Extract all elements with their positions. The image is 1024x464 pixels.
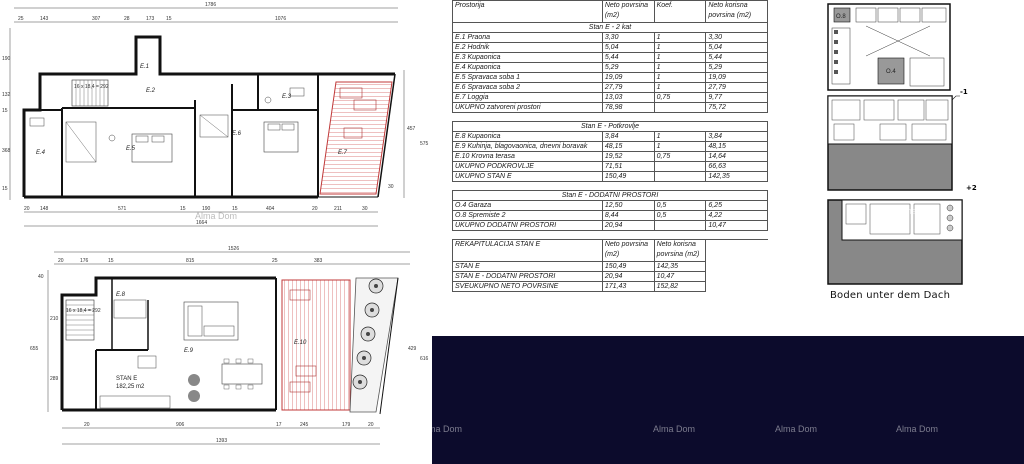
table-row: [453, 132, 768, 142]
header-coefficient: Koef.: [654, 1, 706, 23]
dim-right: 429: [408, 346, 417, 352]
dim-left: 132: [2, 92, 11, 98]
cell-korisna: 19,09: [706, 73, 768, 83]
watermark: Alma Dom: [195, 211, 238, 221]
overall-bottom: 1664: [196, 220, 208, 226]
dim-bottom: 20: [24, 206, 30, 212]
dim-top: 15: [166, 16, 172, 22]
level-plus-2: +2: [966, 184, 977, 192]
table-row: [453, 172, 768, 182]
recap-body: [453, 240, 768, 292]
dark-footer-panel: [432, 336, 1024, 464]
recap-cell-name: SVEUKUPNO NETO POVRSINE: [453, 282, 603, 292]
dim-left: 190: [2, 56, 11, 62]
stair-label: 16 x 18,4 = 292: [66, 308, 101, 314]
cell-name: O.4 Garaza: [453, 201, 603, 211]
dim-right: 616: [420, 356, 429, 362]
cell-koef: [654, 103, 706, 113]
cell-koef: 0,5: [654, 211, 706, 221]
cell-koef: [654, 172, 706, 182]
overall-bottom: 1393: [216, 438, 228, 444]
cell-korisna: 75,72: [706, 103, 768, 113]
overview-drawing: [820, 0, 1024, 336]
cell-koef: 1: [654, 43, 706, 53]
recap-header-row: [453, 240, 768, 262]
watermark: Alma Dom: [775, 424, 818, 434]
building-overview-plans: [820, 0, 1024, 336]
area-table: [452, 0, 772, 330]
spacer-cell: [453, 231, 768, 240]
area-schedule-table: [452, 0, 768, 292]
table-row: [453, 221, 768, 231]
table-row: [453, 162, 768, 172]
level-minus-1: -1: [960, 88, 968, 96]
watermark: Alma Dom: [653, 424, 696, 434]
recap-header-net: Neto povrsina (m2): [602, 240, 654, 262]
dim-bottom: 15: [232, 206, 238, 212]
cell-neto: 48,15: [602, 142, 654, 152]
cell-name: UKUPNO PODKROVLJE: [453, 162, 603, 172]
room-label: E.10: [294, 340, 307, 346]
cell-neto: 5,04: [602, 43, 654, 53]
cell-name: UKUPNO zatvoreni prostori: [453, 103, 603, 113]
cell-neto: 3,84: [602, 132, 654, 142]
cell-korisna: 9,77: [706, 93, 768, 103]
storage-label: O.8: [836, 14, 846, 20]
cell-korisna: 142,35: [706, 172, 768, 182]
attic-overview-plan: [828, 184, 977, 284]
dim-bottom: 17: [276, 422, 282, 428]
cell-koef: 1: [654, 73, 706, 83]
cell-neto: 27,79: [602, 83, 654, 93]
section-title: Stan E - Potkrovlje: [453, 122, 768, 132]
dim-left: 289: [50, 376, 59, 382]
cell-koef: [654, 221, 706, 231]
cell-name: E.6 Spravaca soba 2: [453, 83, 603, 93]
cell-neto: 150,49: [602, 172, 654, 182]
flat-name: STAN E: [116, 376, 138, 382]
top-total-width: 1786: [205, 2, 217, 8]
cell-korisna: 14,64: [706, 152, 768, 162]
table-row: [453, 152, 768, 162]
dim-top: 20: [58, 258, 64, 264]
dim-bottom: 15: [180, 206, 186, 212]
cell-name: E.7 Loggia: [453, 93, 603, 103]
cell-name: E.5 Spravaca soba 1: [453, 73, 603, 83]
recap-row: [453, 272, 768, 282]
dim-left: 655: [30, 346, 39, 352]
dim-bottom: 20: [312, 206, 318, 212]
room-label: E.2: [146, 88, 156, 94]
header-net-area: Neto povrsina (m2): [602, 1, 654, 23]
cell-korisna: 4,22: [706, 211, 768, 221]
cell-neto: 71,51: [602, 162, 654, 172]
cell-koef: 0,5: [654, 201, 706, 211]
room-label: E.3: [282, 94, 292, 100]
recap-cell-korisna: 152,82: [654, 282, 706, 292]
recap-cell-neto: 20,94: [602, 272, 654, 282]
bottom-total-width: 1526: [228, 246, 240, 252]
cell-neto: 8,44: [602, 211, 654, 221]
spacer-row: [453, 113, 768, 122]
cell-korisna: 3,30: [706, 33, 768, 43]
dim-left: 40: [38, 274, 44, 280]
dim-top: 143: [40, 16, 49, 22]
cell-koef: 1: [654, 142, 706, 152]
cell-koef: 1: [654, 132, 706, 142]
section-title: Stan E - 2 kat: [453, 23, 768, 33]
cell-name: E.10 Krovna terasa: [453, 152, 603, 162]
dim-top: 173: [146, 16, 155, 22]
watermark: Alma Dom: [420, 424, 463, 434]
dim-bottom: 20: [368, 422, 374, 428]
dim-bottom: 404: [266, 206, 275, 212]
recap-cell-korisna: 142,35: [654, 262, 706, 272]
top-floor-plan: [2, 2, 429, 226]
cell-korisna: 3,84: [706, 132, 768, 142]
table-row: [453, 142, 768, 152]
stair-label: 16 x 18,4 = 292: [74, 84, 109, 90]
room-label: E.9: [184, 348, 194, 354]
section-title: Stan E - DODATNI PROSTORI: [453, 191, 768, 201]
cell-korisna: 10,47: [706, 221, 768, 231]
table-row: [453, 83, 768, 93]
spacer-cell: [453, 113, 768, 122]
dim-bottom: 30: [362, 206, 368, 212]
cell-name: E.2 Hodnik: [453, 43, 603, 53]
recap-cell-neto: 171,43: [602, 282, 654, 292]
cell-neto: 5,44: [602, 53, 654, 63]
cell-neto: 5,29: [602, 63, 654, 73]
dim-top: 15: [108, 258, 114, 264]
dim-top: 176: [80, 258, 89, 264]
section-title-row: [453, 122, 768, 132]
table-row: [453, 103, 768, 113]
cell-koef: 0,75: [654, 93, 706, 103]
cell-name: E.8 Kupaonica: [453, 132, 603, 142]
table-row: [453, 211, 768, 221]
table-header-row: [453, 1, 768, 23]
cell-name: E.3 Kupaonica: [453, 53, 603, 63]
cell-neto: 12,50: [602, 201, 654, 211]
recap-row: [453, 282, 768, 292]
recap-cell-korisna: 10,47: [654, 272, 706, 282]
dim-bottom: 211: [334, 206, 342, 212]
section-title-row: [453, 23, 768, 33]
dim-left: 15: [2, 186, 8, 192]
dim-bottom: 245: [300, 422, 309, 428]
garage-label: O.4: [886, 69, 896, 75]
dim-top: 1076: [275, 16, 287, 22]
recap-row: [453, 262, 768, 272]
header-usable-area: Neto korisna povrsina (m2): [706, 1, 768, 23]
cell-korisna: 6,25: [706, 201, 768, 211]
room-label: E.8: [116, 292, 126, 298]
spacer-row: [453, 231, 768, 240]
dim-bottom: 906: [176, 422, 185, 428]
dim-bottom: 179: [342, 422, 351, 428]
attic-floor-plan: [30, 246, 429, 444]
cell-korisna: 48,15: [706, 142, 768, 152]
cell-koef: 1: [654, 63, 706, 73]
dim-top: 307: [92, 16, 101, 22]
table-row: [453, 33, 768, 43]
cell-neto: 19,52: [602, 152, 654, 162]
cell-korisna: 5,44: [706, 53, 768, 63]
room-label: E.1: [140, 64, 150, 70]
cell-name: E.9 Kuhinja, blagovaonica, dnevni boravak: [453, 142, 603, 152]
cell-koef: 1: [654, 83, 706, 93]
cell-koef: 1: [654, 53, 706, 63]
cell-name: UKUPNO STAN E: [453, 172, 603, 182]
cell-koef: 1: [654, 33, 706, 43]
spacer-row: [453, 182, 768, 191]
watermark: Alma Dom: [896, 206, 939, 216]
dim-right: 30: [388, 184, 394, 190]
cell-neto: 20,94: [602, 221, 654, 231]
cell-name: E.4 Kupaonica: [453, 63, 603, 73]
spacer-cell: [453, 182, 768, 191]
header-room: Prostorija: [453, 1, 603, 23]
table-row: [453, 43, 768, 53]
cell-name: O.8 Spremiste 2: [453, 211, 603, 221]
dim-top: 25: [272, 258, 278, 264]
dim-left: 15: [2, 108, 8, 114]
recap-cell-neto: 150,49: [602, 262, 654, 272]
dim-bottom: 20: [84, 422, 90, 428]
cell-koef: 0,75: [654, 152, 706, 162]
cell-korisna: 27,79: [706, 83, 768, 93]
section-title-row: [453, 191, 768, 201]
table-row: [453, 201, 768, 211]
sections-body: [453, 23, 768, 240]
table-row: [453, 53, 768, 63]
cell-name: UKUPNO DODATNI PROSTORI: [453, 221, 603, 231]
cell-koef: [654, 162, 706, 172]
dim-left: 210: [50, 316, 59, 322]
attic-caption: Boden unter dem Dach: [830, 290, 951, 301]
dim-bottom: 148: [40, 206, 49, 212]
recap-cell-name: STAN E: [453, 262, 603, 272]
recap-title: REKAPITULACIJA STAN E: [453, 240, 603, 262]
room-label: E.4: [36, 150, 46, 156]
garage-level-plan: [828, 4, 950, 90]
recap-header-usable: Neto korisna povrsina (m2): [654, 240, 706, 262]
dim-top: 28: [124, 16, 130, 22]
dim-top: 383: [314, 258, 323, 264]
dim-top: 815: [186, 258, 195, 264]
table-row: [453, 63, 768, 73]
dim-bottom: 571: [118, 206, 127, 212]
cell-name: E.1 Praona: [453, 33, 603, 43]
recap-cell-name: STAN E - DODATNI PROSTORI: [453, 272, 603, 282]
room-label: E.6: [232, 131, 242, 137]
cell-korisna: 5,29: [706, 63, 768, 73]
floor-plans: [0, 0, 432, 464]
cell-korisna: 66,63: [706, 162, 768, 172]
dim-right: 457: [407, 126, 416, 132]
dim-top: 25: [18, 16, 24, 22]
flat-area: 182,25 m2: [116, 384, 145, 390]
dim-right: 575: [420, 141, 429, 147]
table-row: [453, 73, 768, 83]
table-row: [453, 93, 768, 103]
room-label: E.7: [338, 150, 348, 156]
watermark: Alma Dom: [896, 424, 939, 434]
cell-neto: 13,03: [602, 93, 654, 103]
second-floor-plan: [828, 88, 968, 190]
cell-neto: 3,30: [602, 33, 654, 43]
dim-left: 368: [2, 148, 11, 154]
cell-neto: 78,98: [602, 103, 654, 113]
cell-korisna: 5,04: [706, 43, 768, 53]
floor-plan-drawing: [0, 0, 432, 464]
dim-bottom: 190: [202, 206, 211, 212]
cell-neto: 19,09: [602, 73, 654, 83]
room-label: E.5: [126, 146, 136, 152]
